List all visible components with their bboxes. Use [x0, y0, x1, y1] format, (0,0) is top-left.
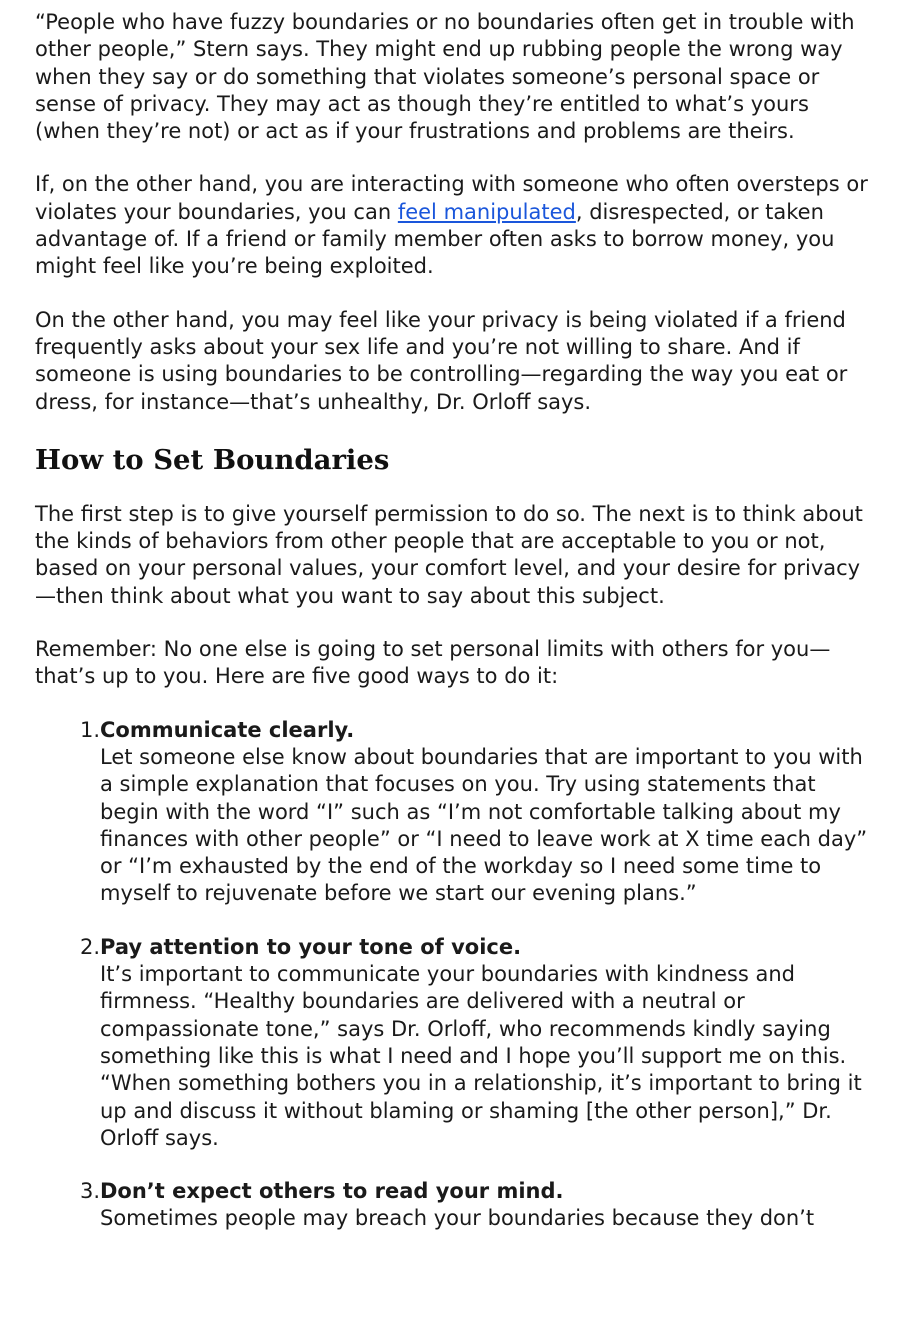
- list-item-title: Communicate clearly.: [100, 717, 355, 742]
- section-heading: How to Set Boundaries: [35, 443, 390, 476]
- list-item-number: 3.: [79, 1179, 100, 1204]
- list-item-title: Pay attention to your tone of voice.: [100, 934, 522, 959]
- list-item: [35, 1178, 878, 1233]
- paragraph-text: , disrespected, or taken advantage of. If a friend or family member often asks to borrow money, you might feel like you’re being exploited.: [35, 199, 835, 279]
- feel-manipulated-link[interactable]: feel manipulated: [397, 199, 576, 224]
- paragraph-oversteps: [35, 171, 878, 280]
- list-item-title: Don’t expect others to read your mind.: [100, 1179, 564, 1204]
- paragraph-first-step: The first step is to give yourself permission to do so. The next is to think about the kinds of behaviors from other people that are acceptable to you or not, based on your personal values, your comfort level, and your desire for privacy—then think about what you want to say about this subject.: [35, 501, 863, 608]
- paragraph-privacy: On the other hand, you may feel like your privacy is being violated if a friend frequently asks about your sex life and you’re not willing to share. And if someone is using boundaries to be controlling—regarding the way you eat or dress, for instance—that’s unhealthy, Dr. Orloff says.: [35, 307, 848, 414]
- list-item-text: It’s important to communicate your boundaries with kindness and firmness. “Healthy boundaries are delivered with a neutral or compassionate tone,” says Dr. Orloff, who recommends kindly saying something like this is what I need and I hope you’ll support me on this. “When something bothers you in a relationship, it’s important to bring it up and discuss it without blaming or shaming [the other person],” Dr. Orloff says.: [100, 962, 862, 1150]
- list-item-body: [100, 934, 878, 1152]
- list-item-number: 2.: [79, 934, 100, 959]
- list-item-body: [100, 1178, 878, 1233]
- paragraph-remember: Remember: No one else is going to set personal limits with others for you—that’s up to you. Here are five good ways to do it:: [35, 637, 831, 689]
- list-item-body: [100, 717, 878, 908]
- list-item: [35, 934, 878, 1152]
- paragraph-text: If, on the other hand, you are interacting with someone who often oversteps or violates your boundaries, you can: [35, 172, 868, 224]
- list-item-text: Let someone else know about boundaries that are important to you with a simple explanation that focuses on you. Try using statements that begin with the word “I” such as “I’m not comfortable talking about my finances with other people” or “I need to leave work at X time each day” or “I’m exhausted by the end of the workday so I need some time to myself to rejuvenate before we start our evening plans.”: [100, 744, 868, 906]
- tips-list: [35, 717, 878, 1233]
- paragraph-fuzzy-boundaries: “People who have fuzzy boundaries or no boundaries often get in trouble with other people,” Stern says. They might end up rubbing people the wrong way when they say or do something that violates someone’s personal space or sense of privacy. They may act as though they’re entitled to what’s yours (when they’re not) or act as if your frustrations and problems are theirs.: [35, 10, 855, 144]
- list-item-text: Sometimes people may breach your boundaries because they don’t: [100, 1206, 815, 1231]
- list-item-number: 1.: [79, 717, 100, 742]
- list-item: [35, 717, 878, 908]
